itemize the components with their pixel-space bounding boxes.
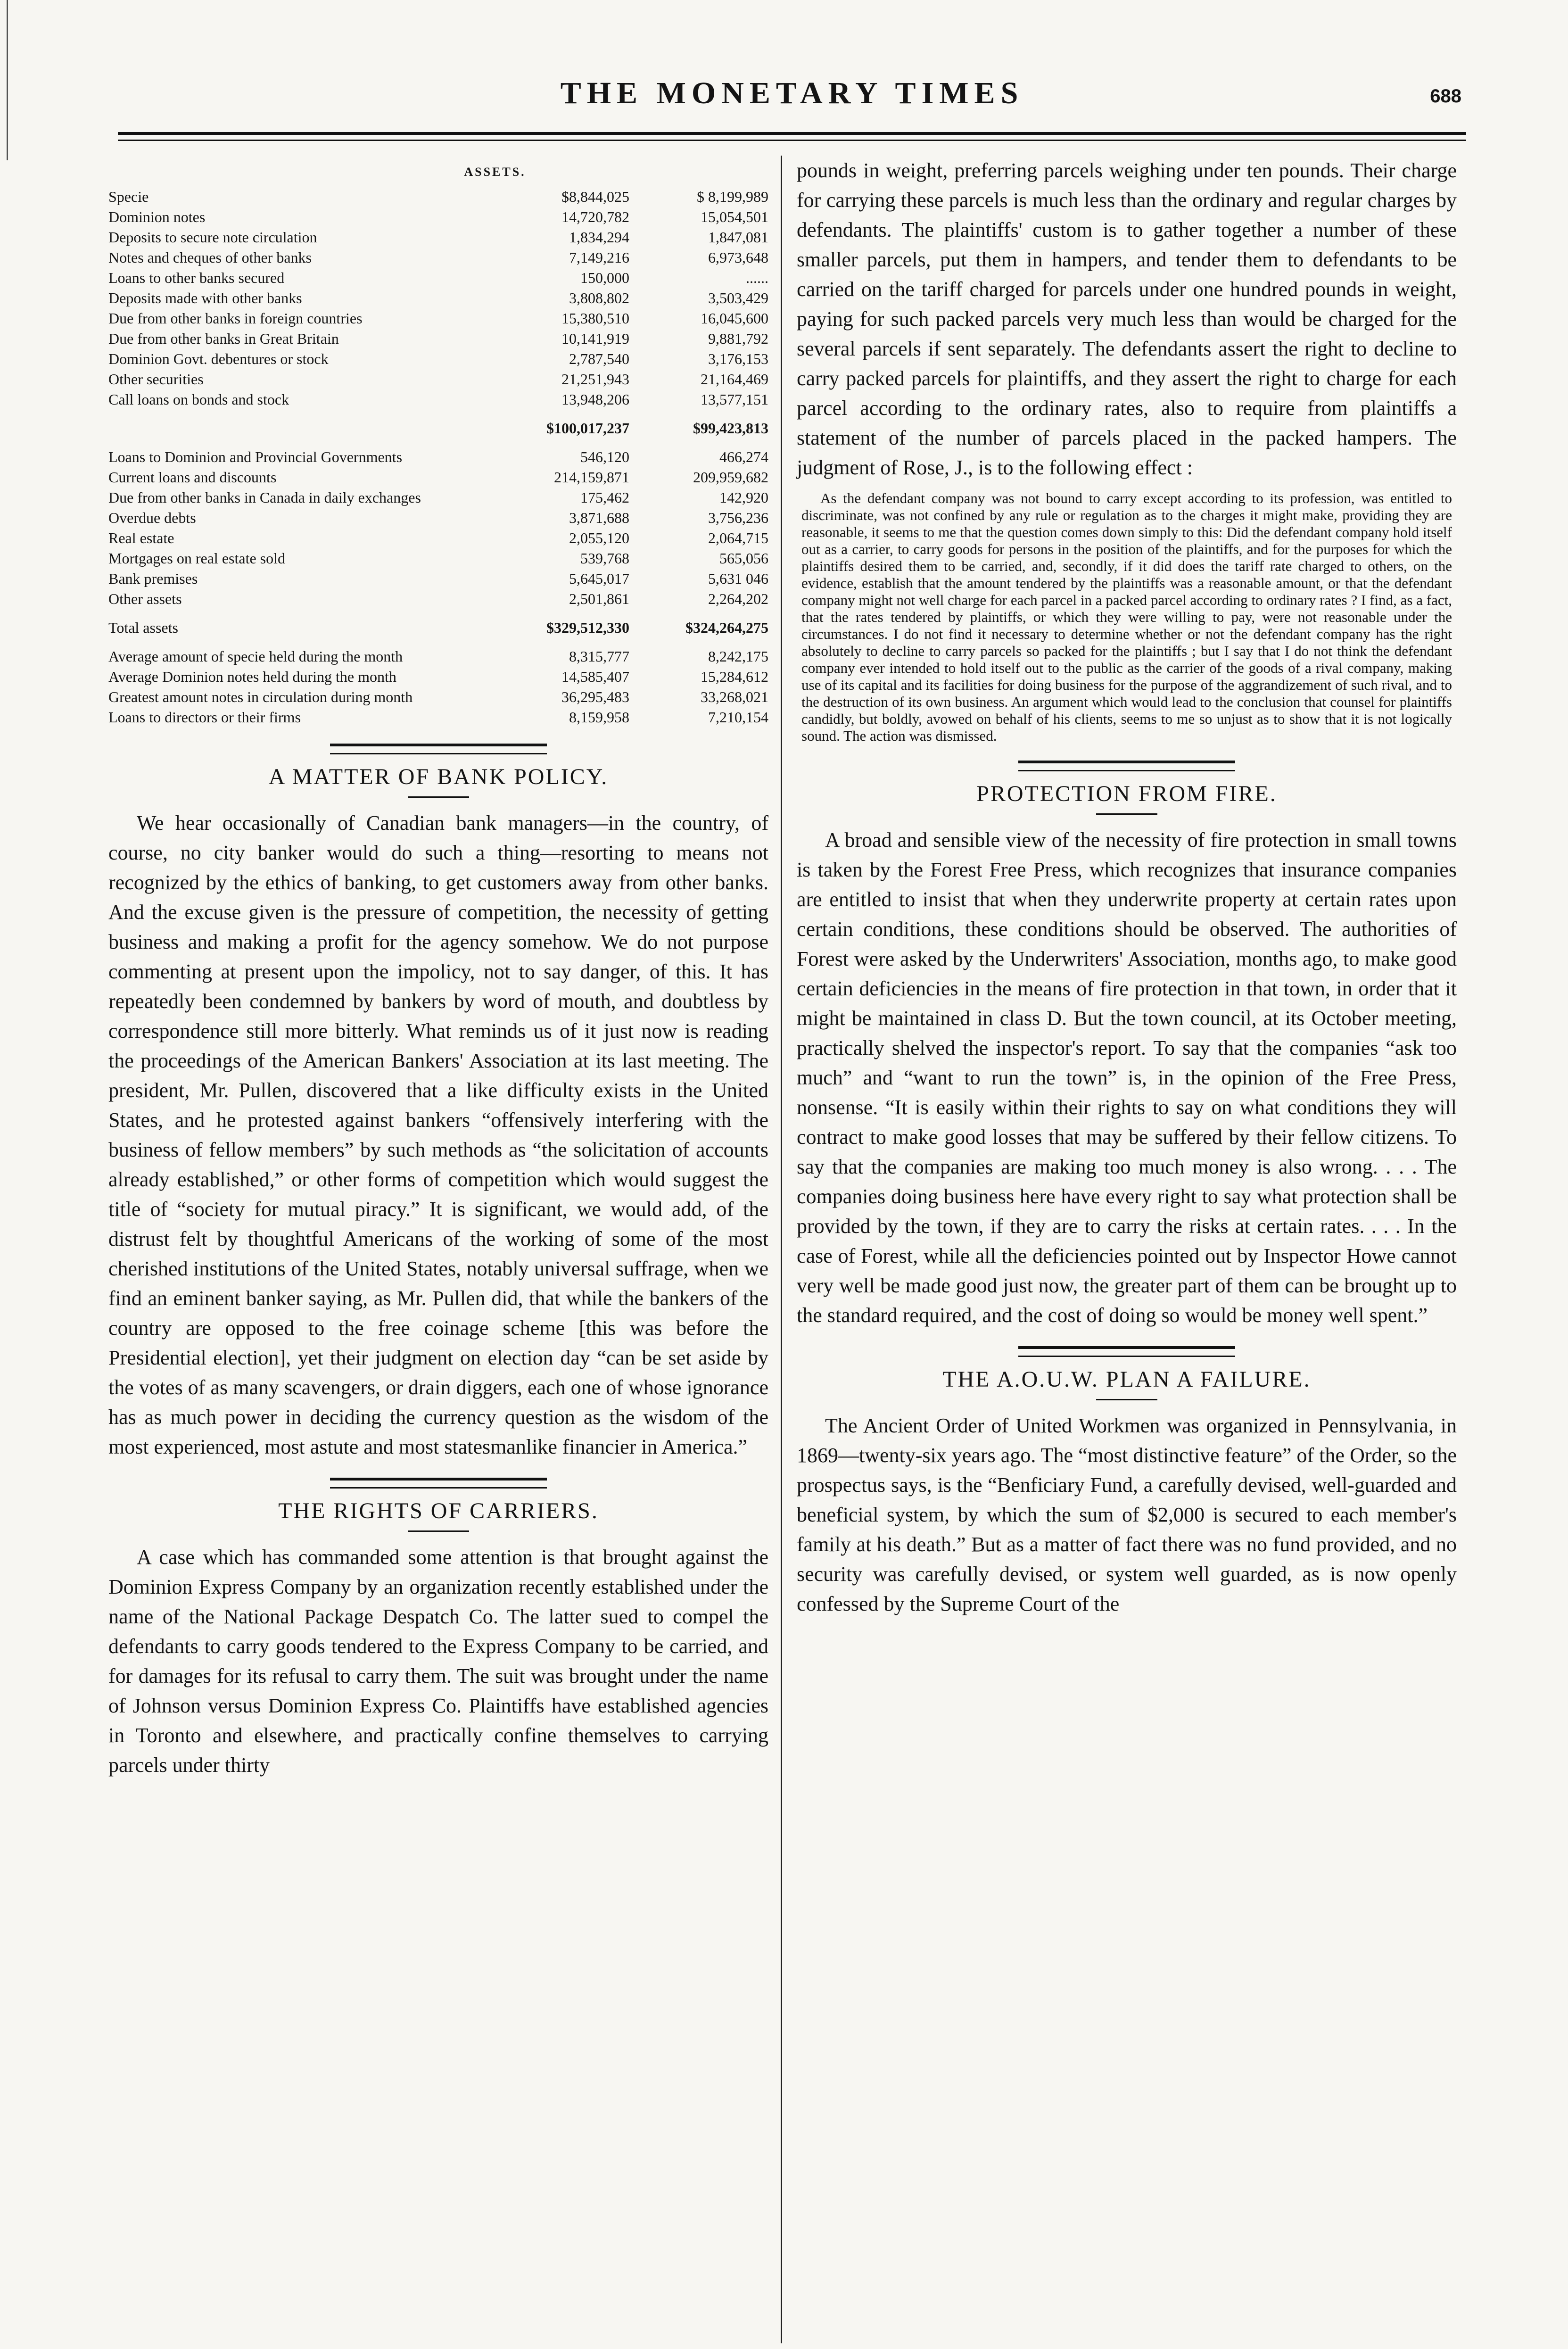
assets-value-col2: 6,973,648 <box>708 249 768 266</box>
section-separator <box>330 1478 547 1489</box>
masthead-rule <box>118 132 1466 135</box>
assets-value-col1: 7,149,216 <box>569 249 629 266</box>
assets-value-col2: ...... <box>746 269 768 286</box>
assets-value-col2: $99,423,813 <box>693 420 768 437</box>
assets-gap <box>108 410 768 418</box>
assets-value-col1: 2,787,540 <box>569 350 629 367</box>
assets-row <box>108 288 768 308</box>
assets-heading: ASSETS. <box>464 165 526 179</box>
assets-row <box>108 707 768 728</box>
assets-value-col2: 33,268,021 <box>701 688 768 705</box>
assets-value-col1: 175,462 <box>580 489 629 506</box>
assets-value-col2: 7,210,154 <box>708 709 768 726</box>
article-body-bank-policy: We hear occasionally of Canadian bank managers—in the country, of course, no city banker would do such a thing—resorting to means not recognized by the ethics of banking, to get customers away from other banks. And the excuse given is the pressure of competition, the necessity of getting business and making a profit for the agency somehow. We do not purpose commenting at present upon the impolicy, not to say danger, of this. It has repeatedly been condemned by bankers by word of mouth, and doubtless by correspondence still more bitterly. What reminds us of it just now is reading the proceedings of the American Bankers' Association at its last meeting. The president, Mr. Pullen, discovered that a like difficulty exists in the United States, and he protested against bankers “offensively interfering with the business of fellow members” by such methods as “the solicitation of accounts already established,” or other forms of competition which would suggest the title of “society for mutual piracy.” It is significant, we would add, of the distrust felt by thoughtful Americans of the working of some of the most cherished institutions of the United States, notably universal suffrage, when we find an eminent banker saying, as Mr. Pullen did, that while the bankers of the country are opposed to the free coinage scheme [this was before the Presidential election], yet their judgment on election day “can be set aside by the votes of as many scavengers, or drain diggers, each one of whose ignorance has as much power in deciding the currency question as the wisdom of the most experienced, most astute and most statesmanlike financier in America.” <box>108 811 768 1458</box>
title-underline <box>408 796 469 798</box>
assets-value-col2: 1,847,081 <box>708 229 768 246</box>
assets-value-col2: 21,164,469 <box>701 371 768 388</box>
article-body-carriers-part1: A case which has commanded some attention is that brought against the Dominion Express Company by an organization recently established under the name of the National Package Despatch Co. The latter sued to compel the defendants to carry goods tendered to the Express Company to be carried, and for damages for its refusal to carry them. The suit was brought under the name of Johnson versus Dominion Express Co. Plaintiffs have established agencies in Toronto and elsewhere, and practically confine themselves to carrying parcels under thirty <box>108 1546 768 1777</box>
binding-edge <box>7 0 8 160</box>
assets-value-col1: 1,834,294 <box>569 229 629 246</box>
assets-value-col1: 8,315,777 <box>569 648 629 665</box>
assets-value-col2: 142,920 <box>719 489 768 506</box>
article-title-fire: PROTECTION FROM FIRE. <box>976 781 1277 806</box>
assets-value-col1: 3,871,688 <box>569 509 629 526</box>
assets-row <box>108 227 768 248</box>
assets-row-label: Real estate <box>108 529 174 546</box>
assets-value-col2: 3,756,236 <box>708 509 768 526</box>
assets-value-col1: 8,159,958 <box>569 709 629 726</box>
assets-value-col1: 3,808,802 <box>569 289 629 306</box>
article-title-carriers: THE RIGHTS OF CARRIERS. <box>278 1498 599 1523</box>
assets-row <box>108 687 768 707</box>
assets-row-label: Other assets <box>108 590 182 607</box>
article-body-aouw: The Ancient Order of United Workmen was organized in Pennsylvania, in 1869—twenty-six years ago. The “most distinctive feature” of the Order, so the prospectus says, is the “Benficiary Fund, a carefully devised, well-guarded and beneficial system, by which the sum of $2,000 is secured to each member's family at his death.” But as a matter of fact there was no fund provided, and no security was carefully devised, or system well guarded, as is now openly confessed by the Supreme Court of the <box>797 1414 1457 1615</box>
assets-row <box>108 508 768 528</box>
assets-value-col2: 15,054,501 <box>701 208 768 225</box>
assets-value-col1: $329,512,330 <box>546 619 629 636</box>
assets-value-col1: 10,141,919 <box>561 330 629 347</box>
assets-row <box>108 548 768 569</box>
assets-row <box>108 369 768 389</box>
assets-row <box>108 646 768 667</box>
assets-value-col2: 2,064,715 <box>708 529 768 546</box>
assets-value-col1: 214,159,871 <box>554 469 629 486</box>
assets-value-col1: 546,120 <box>580 448 629 465</box>
assets-value-col1: 5,645,017 <box>569 570 629 587</box>
assets-value-col2: 15,284,612 <box>701 668 768 685</box>
assets-row-label: Due from other banks in Great Britain <box>108 330 339 347</box>
assets-gap <box>108 609 768 618</box>
assets-value-col1: 150,000 <box>580 269 629 286</box>
assets-row <box>108 467 768 488</box>
assets-row-label: Overdue debts <box>108 509 196 526</box>
assets-value-col2: 8,242,175 <box>708 648 768 665</box>
article-title-bank-policy: A MATTER OF BANK POLICY. <box>268 764 609 789</box>
assets-value-col2: 3,176,153 <box>708 350 768 367</box>
assets-row <box>108 569 768 589</box>
assets-value-col2: 13,577,151 <box>701 391 768 408</box>
masthead-rule-thin <box>118 140 1466 141</box>
assets-row-label: Bank premises <box>108 570 198 587</box>
assets-row <box>108 667 768 687</box>
assets-value-col2: 5,631 046 <box>708 570 768 587</box>
assets-value-col1: 2,501,861 <box>569 590 629 607</box>
assets-value-col1: 14,585,407 <box>561 668 629 685</box>
assets-value-col1: 13,948,206 <box>561 391 629 408</box>
assets-row-label: Greatest amount notes in circulation during month <box>108 688 413 705</box>
assets-row <box>108 589 768 609</box>
assets-value-col1: 21,251,943 <box>561 371 629 388</box>
title-underline <box>1096 1399 1157 1400</box>
judgment-quote: As the defendant company was not bound to carry except according to its profession, was entitled to discriminate, was not confined by any rule or regulation as to the charges it might make, providing they are reasonable, it seems to me that the question comes down simply to this: Did the defendant company hold itself out as a carrier, to carry goods for persons in the position of the plaintiffs, and for the purposes for which the plaintiffs desired them to be carried, and, secondly, if it did does the tariff rate charged to others, on the evidence, establish that the amount tendered by the plaintiffs was a reasonable amount, or that the defendant company might not well charge for each parcel in a packed parcel according to ordinary rates ? I find, as a fact, that the rates tendered by plaintiffs, or which they were willing to pay, were not reasonable under the circumstances. I do not find it necessary to determine whether or not the defendant company has the right absolutely to decline to carry parcels so packed for the plaintiffs ; but I say that I do not think the defendant company ever intended to hold itself out to the public as the carrier of the goods of a rival company, making use of its capital and its facilities for doing business for the purpose of the aggrandizement of such rival, and to the destruction of its own business. An argument which would lead to the conclusion that counsel for plaintiffs candidly, but boldly, avowed on behalf of his clients, seems to me so unjust as to show that it is not logically sound. The action was dismissed. <box>801 490 1452 744</box>
left-column <box>108 156 768 1780</box>
assets-row-label: Loans to other banks secured <box>108 269 285 286</box>
section-separator <box>1018 761 1235 771</box>
assets-row-label: Deposits to secure note circulation <box>108 229 317 246</box>
assets-value-col2: 466,274 <box>719 448 768 465</box>
title-underline <box>1096 813 1157 815</box>
assets-value-col2: 16,045,600 <box>701 310 768 327</box>
assets-row <box>108 349 768 369</box>
assets-value-col2: 2,264,202 <box>708 590 768 607</box>
assets-row-label: Total assets <box>108 619 178 636</box>
assets-value-col1: 14,720,782 <box>561 208 629 225</box>
assets-gap <box>108 438 768 447</box>
right-column <box>797 156 1457 1619</box>
assets-row-label: Mortgages on real estate sold <box>108 550 285 567</box>
assets-row <box>108 207 768 227</box>
assets-row <box>108 248 768 268</box>
assets-value-col1: 15,380,510 <box>561 310 629 327</box>
assets-value-col1: 539,768 <box>580 550 629 567</box>
assets-row-label: Specie <box>108 188 149 205</box>
title-underline <box>408 1530 469 1532</box>
assets-row <box>108 268 768 288</box>
assets-row <box>108 528 768 548</box>
section-separator <box>330 744 547 754</box>
assets-value-col2: $324,264,275 <box>685 619 768 636</box>
assets-table <box>108 187 768 728</box>
assets-row-label: Deposits made with other banks <box>108 289 302 306</box>
assets-row-label: Dominion Govt. debentures or stock <box>108 350 329 367</box>
assets-row-label: Other securities <box>108 371 204 388</box>
assets-row-label: Due from other banks in foreign countries <box>108 310 363 327</box>
assets-row <box>108 308 768 329</box>
assets-row-label: Notes and cheques of other banks <box>108 249 312 266</box>
article-title-aouw: THE A.O.U.W. PLAN A FAILURE. <box>942 1367 1311 1392</box>
assets-row-label: Average Dominion notes held during the month <box>108 668 396 685</box>
assets-value-col2: 9,881,792 <box>708 330 768 347</box>
assets-row-label: Loans to Dominion and Provincial Governments <box>108 448 403 465</box>
publication-title: THE MONETARY TIMES <box>560 76 1024 110</box>
assets-row-label: Due from other banks in Canada in daily exchanges <box>108 489 421 506</box>
assets-value-col1: $100,017,237 <box>546 420 629 437</box>
assets-row-label: Loans to directors or their firms <box>108 709 301 726</box>
assets-value-col1: $8,844,025 <box>561 188 629 205</box>
assets-row-label: Average amount of specie held during the month <box>108 648 403 665</box>
assets-value-col2: 209,959,682 <box>693 469 768 486</box>
article-body-fire: A broad and sensible view of the necessity of fire protection in small towns is taken by the Forest Free Press, which recognizes that insurance companies are entitled to insist that when they underwrite property at certain rates upon certain conditions, these conditions should be observed. The authorities of Forest were asked by the Underwriters' Association, months ago, to make good certain deficiencies in the means of fire protection in that town, in order that it might be maintained in class D. But the town council, at its October meeting, practically shelved the inspector's report. To say that the companies “ask too much” and “want to run the town” is, in the opinion of the Free Press, nonsense. “It is easily within their rights to say on what conditions they will contract to make good losses that may be suffered by their fellow citizens. To say that the companies are making too much money is also wrong. . . . The companies doing business here have every right to say what protection shall be provided by the town, if they are to carry the risks at certain rates. . . . In the case of Forest, while all the deficiencies pointed out by Inspector Howe cannot very well be made good just now, the greater part of them can be brought up to the standard required, and the cost of doing so would be money well spent.” <box>797 828 1457 1327</box>
assets-row-label: Dominion notes <box>108 208 206 225</box>
column-divider <box>781 156 782 2343</box>
section-separator <box>1018 1346 1235 1357</box>
assets-row <box>108 187 768 207</box>
assets-value-col2: 565,056 <box>719 550 768 567</box>
assets-value-col2: 3,503,429 <box>708 289 768 306</box>
assets-row <box>108 488 768 508</box>
assets-value-col1: 2,055,120 <box>569 529 629 546</box>
masthead <box>118 66 1466 141</box>
assets-row <box>108 618 768 638</box>
assets-gap <box>108 638 768 646</box>
assets-value-col1: 36,295,483 <box>561 688 629 705</box>
page-number: 688 <box>1430 86 1461 107</box>
assets-row-label: Current loans and discounts <box>108 469 277 486</box>
assets-row-label: Call loans on bonds and stock <box>108 391 289 408</box>
assets-row-label <box>108 418 490 438</box>
article-body-carriers-part2: pounds in weight, preferring parcels weighing under ten pounds. Their charge for carrying these parcels is much less than the ordinary and regular charges by defendants. The plaintiffs' custom is to gather together a number of these smaller parcels, put them in hampers, and tender them to defendants to be carried on the tariff charged for parcels under one hundred pounds in weight, paying for such packed parcels very much less than would be charged for the several parcels if sent separately. The defendants assert the right to decline to carry packed parcels for plaintiffs, and they assert the right to charge for each parcel according to the ordinary rates, also to require from plaintiffs a statement of the number of parcels placed in the packed hampers. The judgment of Rose, J., is to the following effect : <box>797 159 1457 479</box>
assets-value-col2: $ 8,199,989 <box>697 188 768 205</box>
assets-row <box>108 418 768 438</box>
assets-row <box>108 447 768 467</box>
assets-row <box>108 389 768 410</box>
assets-row <box>108 329 768 349</box>
